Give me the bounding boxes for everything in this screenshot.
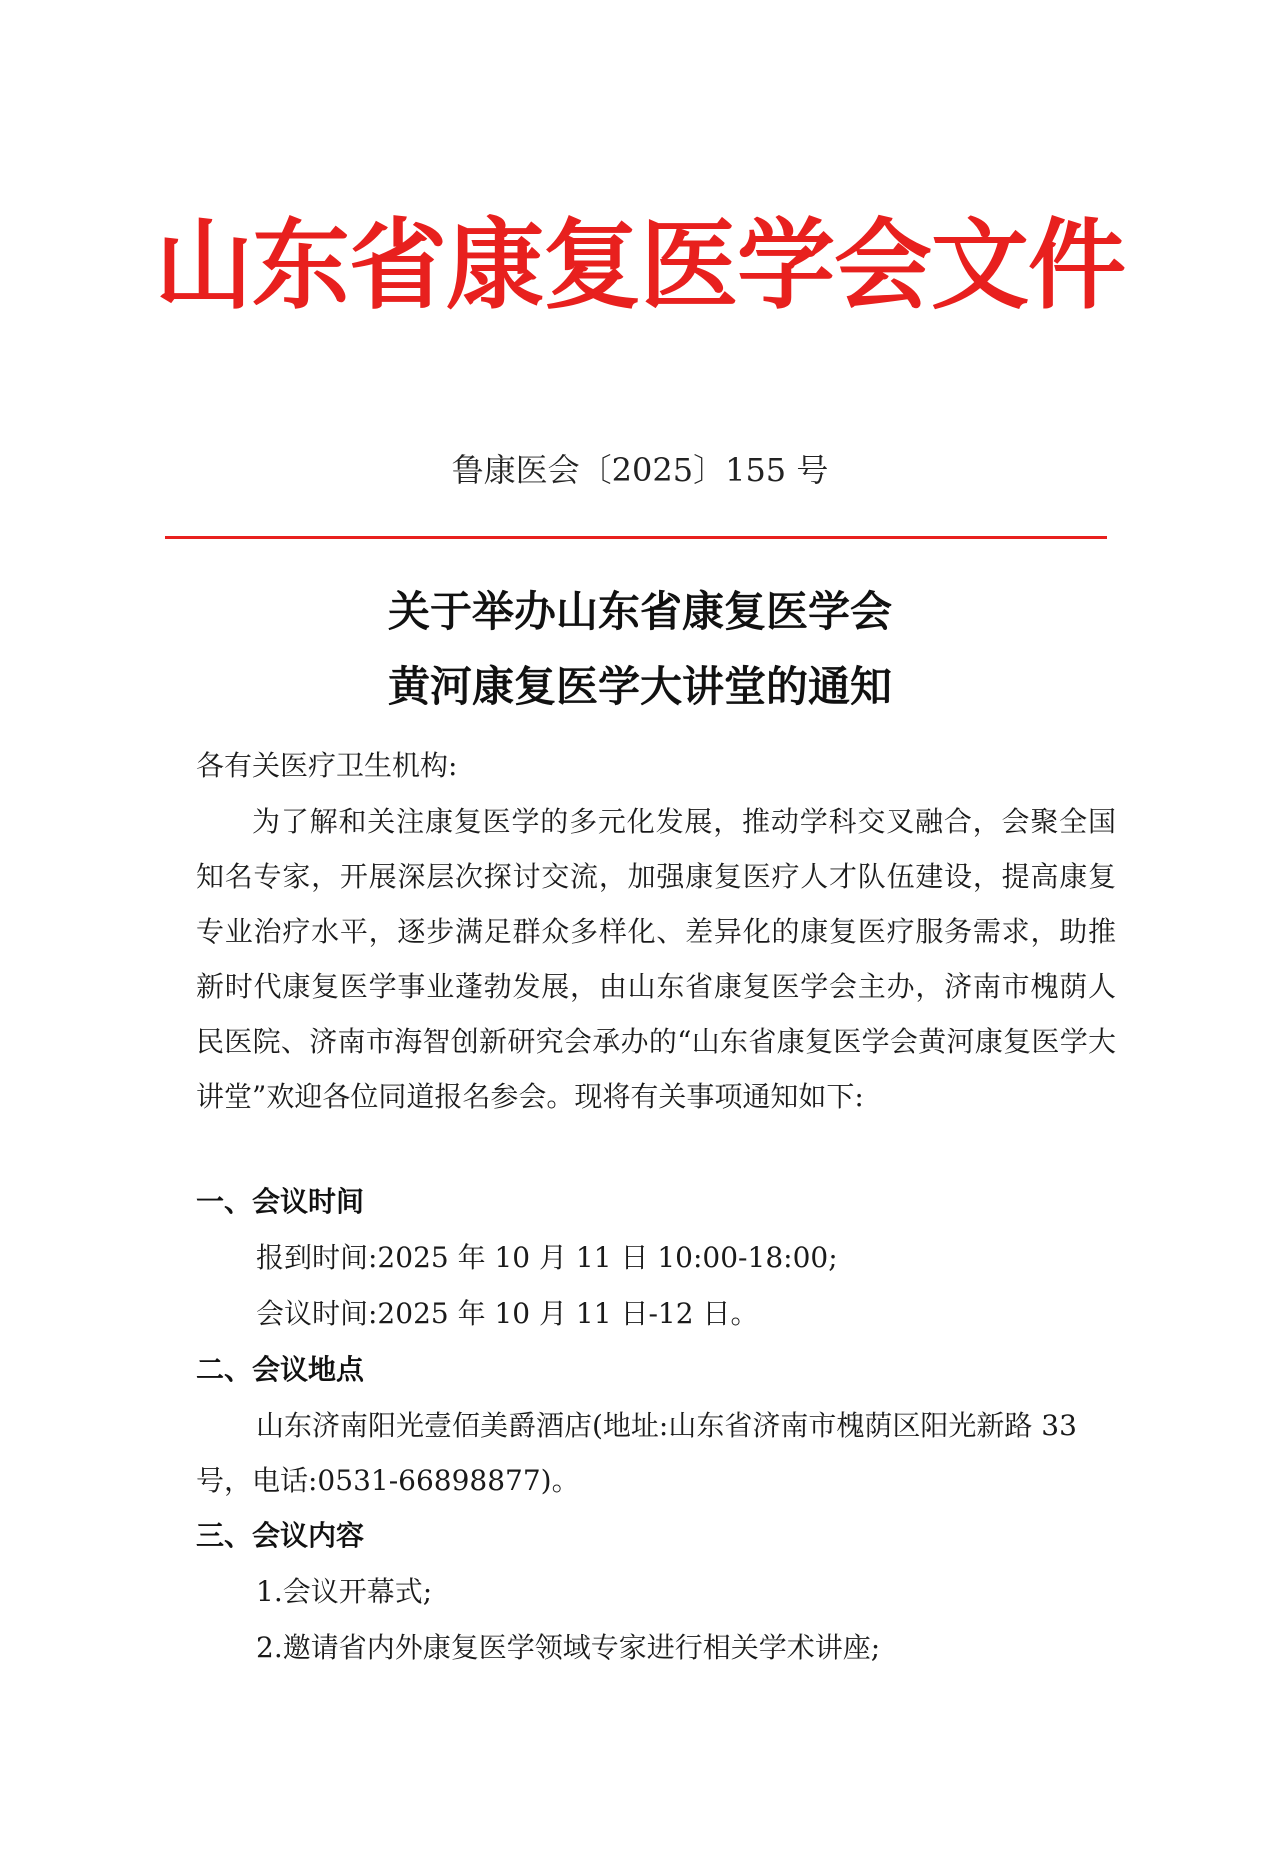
salutation: 各有关医疗卫生机构: [196,749,458,782]
section-heading-venue: 二、会议地点 [196,1353,365,1386]
document-number: 鲁康医会〔2025〕155 号 [451,451,829,489]
notice-title-line-1: 关于举办山东省康复医学会 [387,587,892,636]
content-item: 1.会议开幕式; [256,1575,433,1608]
meeting-time: 会议时间:2025 年 10 月 11 日-12 日。 [256,1297,759,1330]
venue-address: 山东济南阳光壹佰美爵酒店(地址:山东省济南市槐荫区阳光新路 33 号，电话:0531-66898877)。 [196,1409,1077,1497]
checkin-time: 报到时间:2025 年 10 月 11 日 10:00-18:00; [256,1241,838,1274]
red-divider [165,536,1107,539]
section-heading-time: 一、会议时间 [196,1185,365,1218]
section-heading-content: 三、会议内容 [196,1519,365,1552]
content-item: 2.邀请省内外康复医学领域专家进行相关学术讲座; [256,1631,881,1664]
notice-title-line-2: 黄河康复医学大讲堂的通知 [387,662,892,711]
intro-paragraph: 为了解和关注康复医学的多元化发展，推动学科交叉融合，会聚全国知名专家，开展深层次探讨交流，加强康复医疗人才队伍建设，提高康复专业治疗水平，逐步满足群众多样化、差异化的康复医疗服务需求，助推新时代康复医学事业蓬勃发展，由山东省康复医学会主办，济南市槐荫人民医院、济南市海智创新研究会承办的“山东省康复医学会黄河康复医学大讲堂”欢迎各位同道报名参会。现将有关事项通知如下: [196,805,1116,1113]
document-header-title: 山东省康复医学会文件 [154,208,1125,323]
